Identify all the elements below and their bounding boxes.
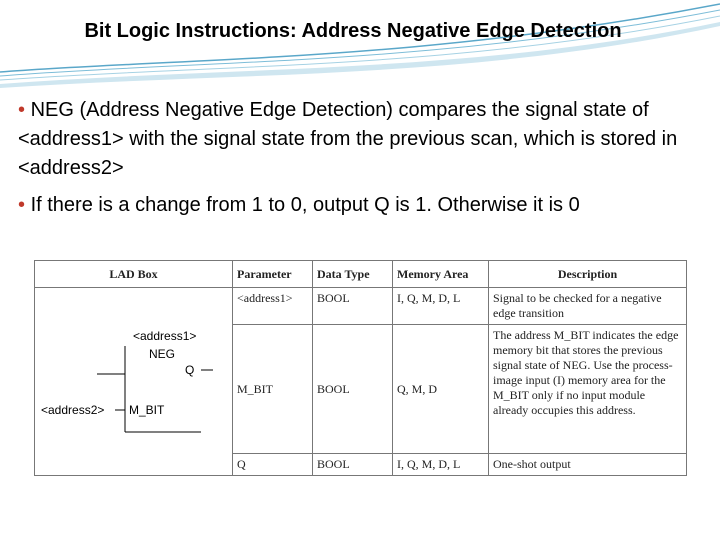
header-parameter: Parameter	[233, 261, 313, 288]
table-header-row	[35, 261, 687, 288]
cell-parameter: Q	[233, 453, 313, 475]
parameter-table	[34, 260, 687, 476]
header-data-type: Data Type	[313, 261, 393, 288]
lad-box-name: NEG	[149, 347, 176, 361]
cell-description: One-shot output	[489, 453, 687, 475]
cell-description: Signal to be checked for a negative edge transition	[489, 288, 687, 325]
cell-data-type: BOOL	[313, 288, 393, 325]
header-description: Description	[489, 261, 687, 288]
lad-address2-label: <address2>	[41, 403, 105, 417]
title-swoosh-decoration	[0, 0, 720, 90]
lad-mbit-label: M_BIT	[129, 403, 165, 417]
header-lad-box: LAD Box	[35, 261, 233, 288]
bullet-text: If there is a change from 1 to 0, output Q is 1. Otherwise it is 0	[30, 194, 580, 216]
table-row	[35, 288, 687, 325]
cell-memory-area: I, Q, M, D, L	[393, 453, 489, 475]
bullet-item	[18, 96, 708, 183]
cell-memory-area: Q, M, D	[393, 325, 489, 454]
cell-parameter: <address1>	[233, 288, 313, 325]
bullet-text: NEG (Address Negative Edge Detection) compares the signal state of <address1> with the signal state from the previous scan, which is stored in <address2>	[18, 99, 678, 179]
cell-data-type: BOOL	[313, 453, 393, 475]
lad-box-cell	[35, 288, 233, 476]
lad-box-diagram	[35, 288, 231, 478]
lad-output-label: Q	[185, 363, 195, 377]
slide-title: Bit Logic Instructions: Address Negative Edge Detection	[84, 20, 622, 42]
header-memory-area: Memory Area	[393, 261, 489, 288]
bullet-item	[18, 191, 708, 220]
cell-memory-area: I, Q, M, D, L	[393, 288, 489, 325]
cell-parameter: M_BIT	[233, 325, 313, 454]
parameter-table-wrapper	[34, 260, 686, 476]
bullet-marker: •	[18, 194, 26, 216]
cell-data-type: BOOL	[313, 325, 393, 454]
cell-description: The address M_BIT indicates the edge memory bit that stores the previous signal state of NEG. Use the process-image input (I) memory area for the M_BIT only if no input module already occupies this address.	[489, 325, 687, 454]
bullet-list	[18, 96, 708, 228]
bullet-marker: •	[18, 99, 26, 121]
lad-address1-label: <address1>	[133, 329, 197, 343]
